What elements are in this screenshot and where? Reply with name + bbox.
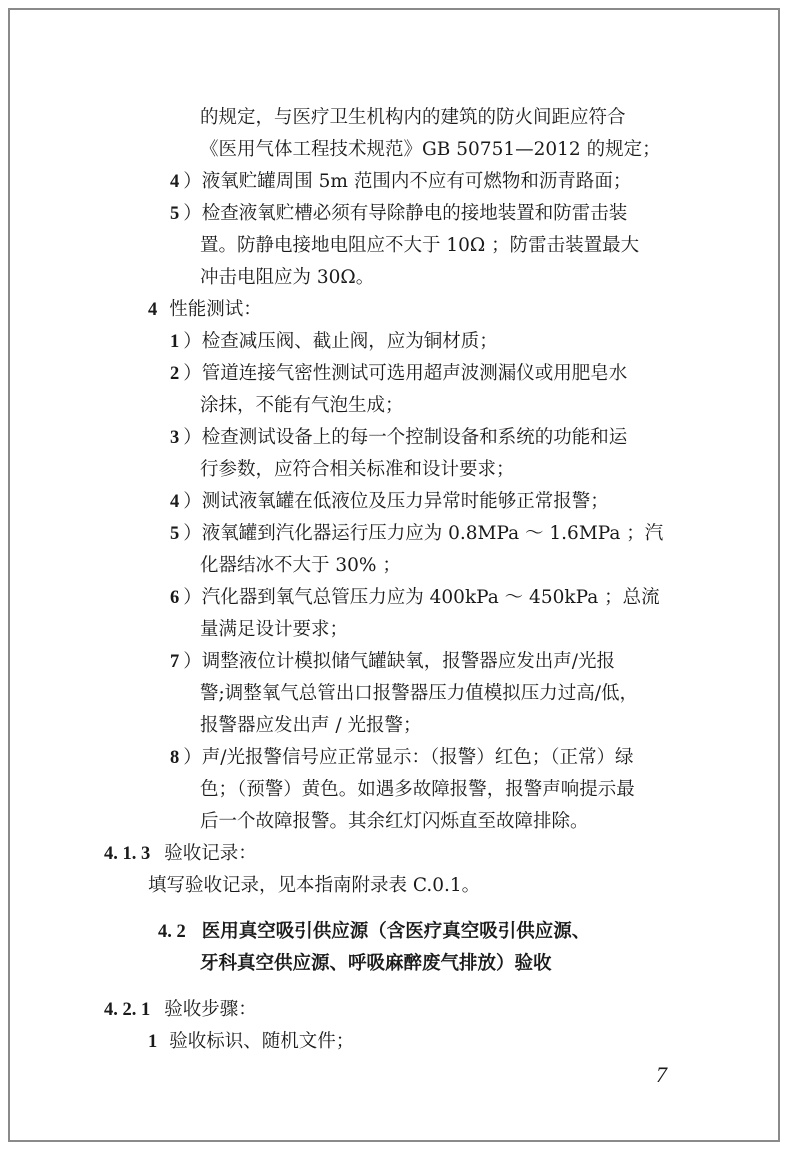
page-number: 7 — [656, 1062, 667, 1087]
list-item: 4 ）测试液氧罐在低液位及压力异常时能够正常报警； — [170, 491, 609, 512]
text-line: 的规定，与医疗卫生机构内的建筑的防火间距应符合 — [200, 107, 626, 128]
list-item: 5 ）液氧罐到汽化器运行压力应为 0.8MPa ～ 1.6MPa ；汽 — [170, 523, 664, 544]
clause-heading: 4 性能测试： — [148, 299, 262, 320]
text-line: 量满足设计要求； — [200, 619, 349, 640]
text-line: 行参数，应符合相关标准和设计要求； — [200, 459, 515, 480]
list-item: 3 ）检查测试设备上的每一个控制设备和系统的功能和运 — [170, 427, 628, 448]
section-4-1-3: 4. 1. 3 验收记录： — [104, 843, 257, 864]
text-line: 报警器应发出声 / 光报警； — [200, 715, 422, 736]
section-4-2-1: 4. 2. 1 验收步骤： — [104, 999, 257, 1020]
list-item: 8 ）声/光报警信号应正常显示：（报警）红色；（正常）绿 — [170, 747, 634, 768]
list-item: 6 ）汽化器到氧气总管压力应为 400kPa ～ 450kPa ；总流 — [170, 587, 660, 608]
text-line: 色；（预警）黄色。如遇多故障报警，报警声响提示最 — [200, 779, 635, 800]
clause-heading: 1 验收标识、随机文件； — [148, 1031, 355, 1052]
text-line: 涂抹，不能有气泡生成； — [200, 395, 404, 416]
text-line: 置。防静电接地电阻应不大于 10Ω ；防雷击装置最大 — [200, 235, 640, 256]
list-item: 1 ）检查减压阀、截止阀，应为铜材质； — [170, 331, 498, 352]
list-item: 7 ）调整液位计模拟储气罐缺氧，报警器应发出声/光报 — [170, 651, 615, 672]
section-heading-4-2-line2: 牙科真空供应源、呼吸麻醉废气排放）验收 — [200, 953, 552, 974]
list-item: 2 ）管道连接气密性测试可选用超声波测漏仪或用肥皂水 — [170, 363, 628, 384]
text-line: 《医用气体工程技术规范》GB 50751—2012 的规定； — [200, 139, 661, 160]
text-line: 冲击电阻应为 30Ω。 — [200, 267, 375, 288]
text-line: 填写验收记录，见本指南附录表 C.0.1。 — [148, 875, 481, 896]
list-item: 5 ）检查液氧贮槽必须有导除静电的接地装置和防雷击装 — [170, 203, 628, 224]
text-line: 化器结冰不大于 30% ； — [200, 555, 401, 576]
text-line: 后一个故障报警。其余红灯闪烁直至故障排除。 — [200, 811, 589, 832]
text-line: 警;调整氧气总管出口报警器压力值模拟压力过高/低， — [200, 683, 638, 704]
section-heading-4-2: 4. 2 医用真空吸引供应源（含医疗真空吸引供应源、 — [158, 921, 591, 942]
list-item: 4 ）液氧贮罐周围 5m 范围内不应有可燃物和沥青路面； — [170, 171, 632, 192]
